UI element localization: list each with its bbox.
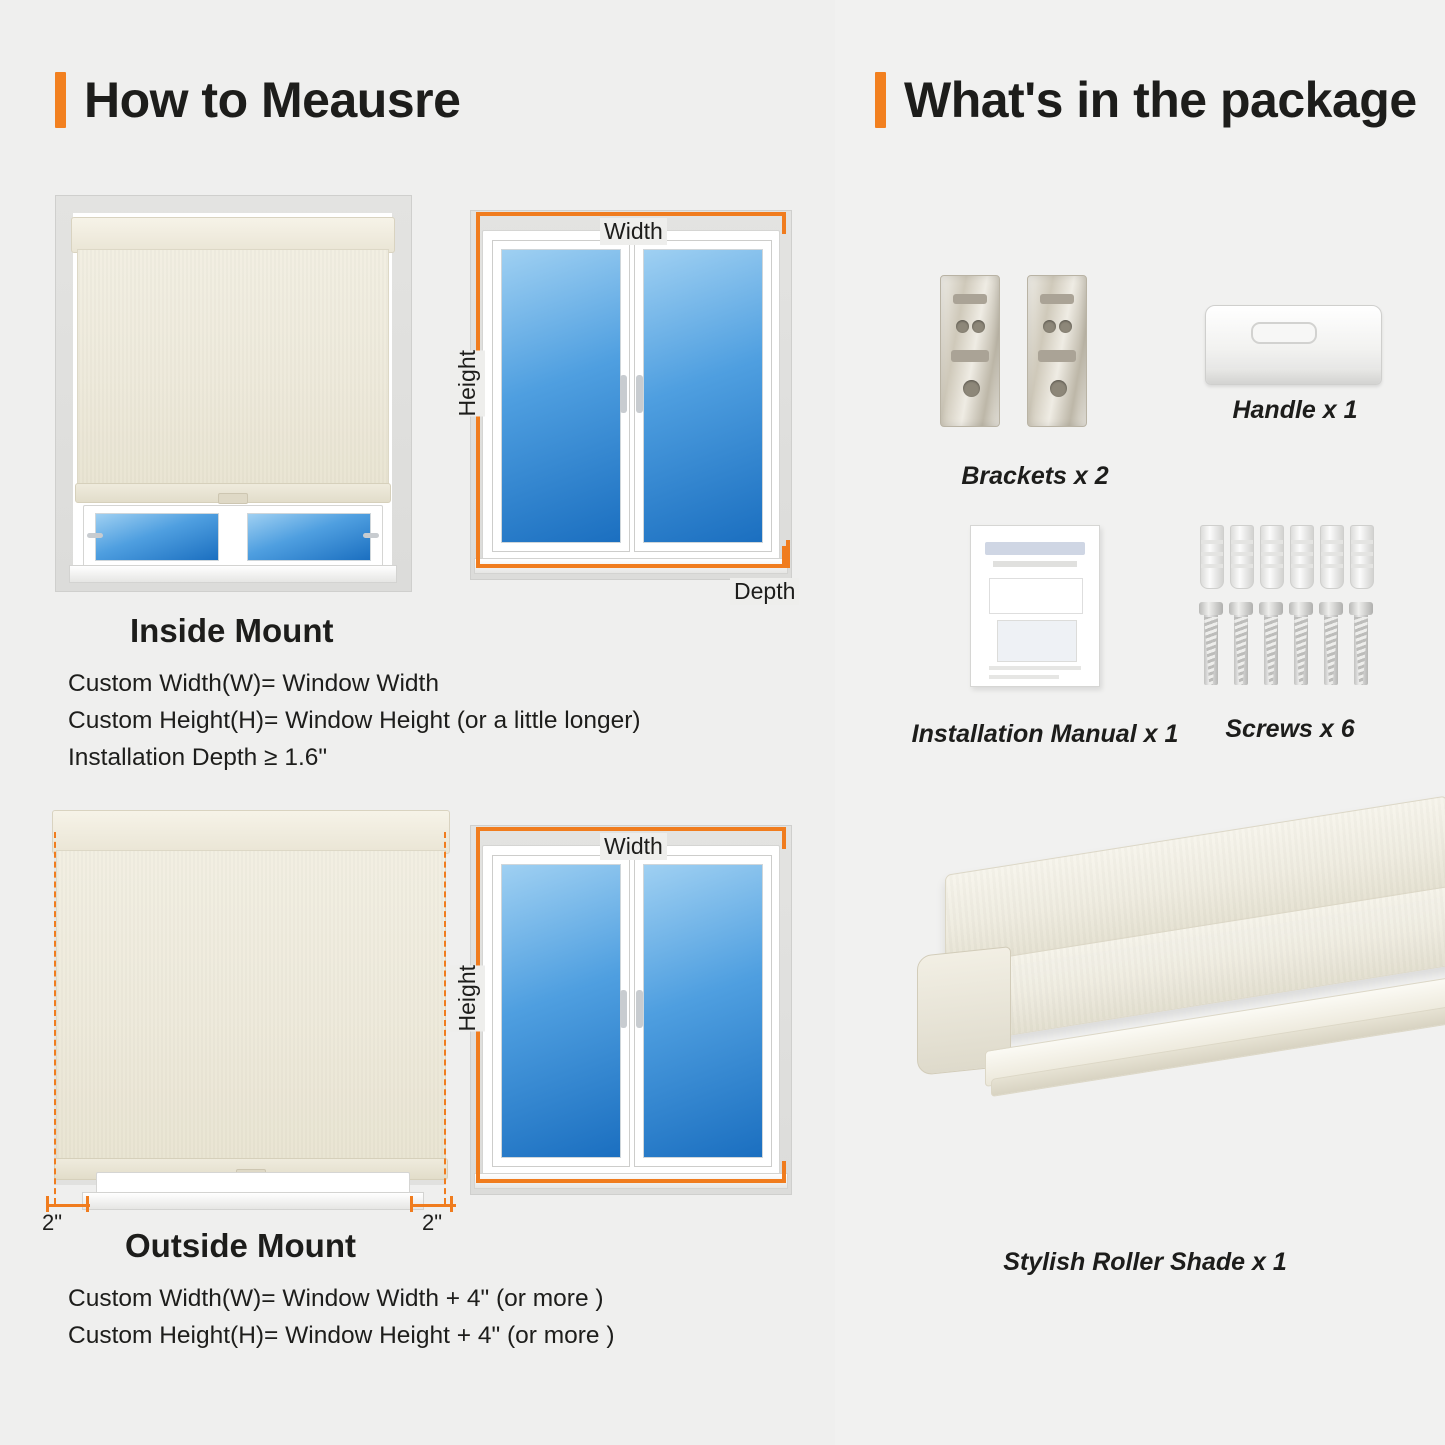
inside-spec-line-2: Custom Height(H)= Window Height (or a little longer) — [68, 707, 641, 734]
handle-illustration — [1205, 305, 1385, 395]
outside-mount-measure-window — [452, 815, 802, 1215]
label-overhang-left: 2" — [42, 1210, 63, 1235]
outside-mount-title: Outside Mount — [125, 1227, 356, 1264]
outside-spec-line-2: Custom Height(H)= Window Height + 4" (or more ) — [68, 1322, 615, 1349]
inside-mount-measure-window — [452, 200, 802, 605]
label-height-inside: Height — [450, 350, 485, 416]
accent-bar-icon — [55, 72, 66, 128]
roller-shade-illustration — [925, 855, 1445, 1235]
inside-spec-line-3: Installation Depth ≥ 1.6" — [68, 744, 328, 771]
label-height-outside: Height — [450, 965, 485, 1031]
label-width-outside: Width — [600, 833, 667, 860]
package-title: What's in the package — [904, 72, 1417, 128]
manual-illustration — [970, 525, 1110, 695]
inside-mount-shade-illustration — [55, 195, 410, 590]
caption-handle: Handle x 1 — [1232, 396, 1358, 424]
right-panel — [835, 0, 1445, 1445]
caption-manual: Installation Manual x 1 — [911, 720, 1179, 748]
outside-spec-line-1: Custom Width(W)= Window Width + 4" (or more ) — [68, 1285, 604, 1312]
how-to-measure-heading — [55, 72, 460, 128]
screws-illustration — [1200, 525, 1375, 695]
caption-roller-shade: Stylish Roller Shade x 1 — [1003, 1248, 1287, 1276]
caption-screws: Screws x 6 — [1225, 715, 1355, 743]
label-overhang-right: 2" — [422, 1210, 443, 1235]
page-title: How to Meausre — [84, 72, 461, 128]
accent-bar-icon-2 — [875, 72, 886, 128]
caption-brackets: Brackets x 2 — [961, 462, 1109, 490]
inside-mount-title: Inside Mount — [130, 612, 334, 649]
outside-mount-shade-illustration — [40, 800, 450, 1235]
package-heading — [875, 72, 1417, 128]
label-depth-inside: Depth — [730, 578, 799, 605]
label-width-inside: Width — [600, 218, 667, 245]
inside-spec-line-1: Custom Width(W)= Window Width — [68, 670, 439, 697]
brackets-illustration — [935, 275, 1135, 435]
